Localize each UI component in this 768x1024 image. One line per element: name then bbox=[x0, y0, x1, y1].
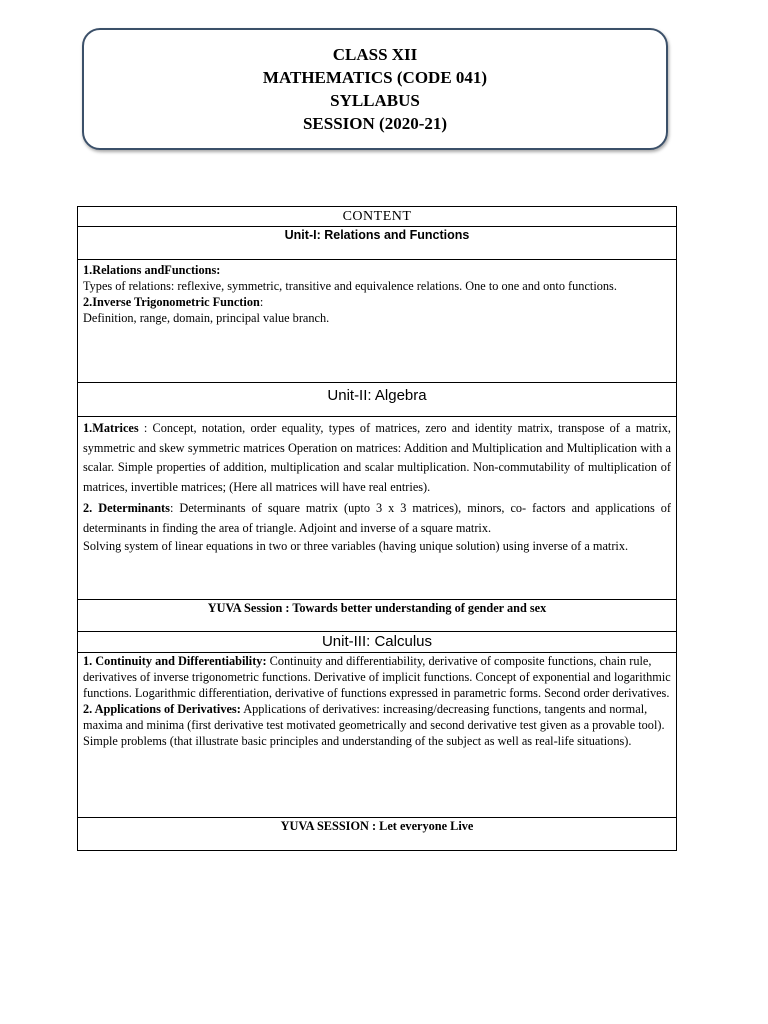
unit2-topic2-text2: Solving system of linear equations in two or three variables (having unique solution) using inverse of a matrix. bbox=[83, 539, 629, 553]
unit1-topic1-title: 1.Relations andFunctions: bbox=[83, 263, 221, 277]
unit1-topic2-colon: : bbox=[259, 295, 264, 309]
unit3-topic2-title: 2. Applications of Derivatives: bbox=[83, 702, 241, 716]
unit2-topic2-title: 2. Determinants bbox=[83, 501, 170, 515]
table-row bbox=[78, 207, 677, 227]
table-row bbox=[78, 653, 677, 818]
unit1-topic2-text: Definition, range, domain, principal value branch. bbox=[83, 311, 330, 325]
unit3-topic2-text: Applications of derivatives: increasing/decreasing functions, tangents and normal, maxima and minima (first derivative test motivated geometrically and second derivative test given as a provable tool). Simple problems (that illustrate basic principles and understanding of the subject as well as real-life situations). bbox=[83, 702, 665, 748]
syllabus-title: SYLLABUS bbox=[330, 91, 420, 110]
unit2-title: Unit-II: Algebra bbox=[78, 383, 677, 417]
unit2-topic1-text: : Concept, notation, order equality, types of matrices, zero and identity matrix, transpose of a matrix, symmetric and skew symmetric matrices Operation on matrices: Addition and Multiplication and Multiplication with a scalar. Simple properties of addition, multiplication and scalar multiplication. Non-commutability of multiplication of matrices, invertible matrices; (Here all matrices will have real entries). bbox=[83, 421, 671, 494]
unit2-topic2-text: : Determinants of square matrix (upto 3 x 3 matrices), minors, co- factors and applications of determinants in finding the area of triangle. Adjoint and inverse of a square matrix. bbox=[83, 501, 671, 535]
class-title: CLASS XII bbox=[332, 45, 418, 64]
table-row bbox=[78, 227, 677, 260]
syllabus-table bbox=[77, 206, 677, 851]
unit3-topic1-title: 1. Continuity and Differentiability: bbox=[83, 654, 267, 668]
yuva-session-2: YUVA SESSION : Let everyone Live bbox=[78, 818, 677, 851]
unit1-topic2-title: 2.Inverse Trigonometric Function bbox=[83, 295, 260, 309]
yuva-session-1: YUVA Session : Towards better understanding of gender and sex bbox=[78, 600, 677, 632]
unit2-content bbox=[78, 417, 677, 600]
table-row bbox=[78, 260, 677, 383]
table-row bbox=[78, 383, 677, 417]
unit3-topic1-text: Continuity and differentiability, derivative of composite functions, chain rule, derivatives of inverse trigonometric functions. Derivative of implicit functions. Concept of exponential and logarithmic functions. Logarithmic differentiation, derivative of functions expressed in parametric forms. Second order derivatives. bbox=[83, 654, 671, 700]
unit2-topic1-title: 1.Matrices bbox=[83, 421, 139, 435]
table-row bbox=[78, 417, 677, 600]
unit3-content bbox=[78, 653, 677, 818]
unit1-topic1-text: Types of relations: reflexive, symmetric, transitive and equivalence relations. One to one and onto functions. bbox=[83, 279, 617, 293]
session-title: SESSION (2020-21) bbox=[302, 114, 448, 133]
table-row bbox=[78, 818, 677, 851]
unit1-title: Unit-I: Relations and Functions bbox=[78, 227, 677, 260]
table-row bbox=[78, 600, 677, 632]
unit1-content bbox=[78, 260, 677, 383]
unit3-title: Unit-III: Calculus bbox=[78, 632, 677, 653]
content-header: CONTENT bbox=[78, 207, 677, 227]
title-box bbox=[82, 28, 668, 150]
table-row bbox=[78, 632, 677, 653]
subject-title: MATHEMATICS (CODE 041) bbox=[262, 68, 488, 87]
